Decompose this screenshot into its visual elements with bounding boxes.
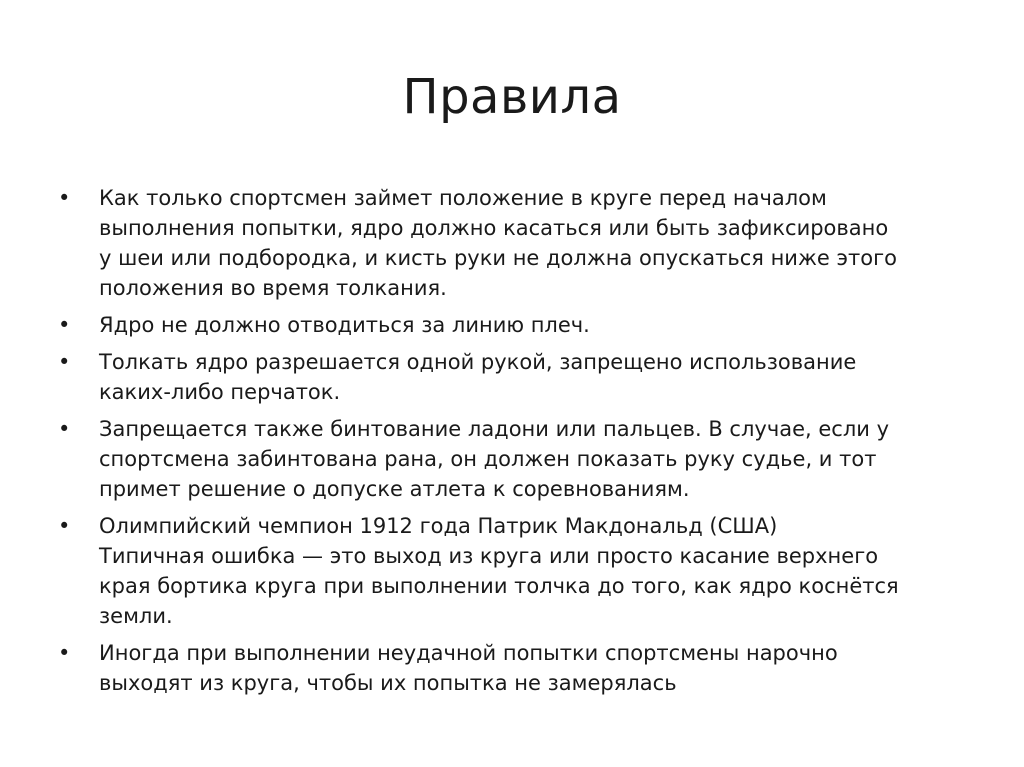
bullet-line: Как только спортсмен займет положение в круге перед началом — [99, 186, 827, 210]
slide-title: Правила — [402, 69, 622, 125]
bullet-line: Олимпийский чемпион 1912 года Патрик Макдональд (США) — [99, 514, 778, 538]
bullet-line: Толкать ядро разрешается одной рукой, запрещено использование — [99, 350, 857, 374]
bullet-line: Типичная ошибка — это выход из круга или просто касание верхнего — [99, 544, 879, 568]
bullet-line: у шеи или подбородка, и кисть руки не должна опускаться ниже этого — [99, 246, 897, 270]
bullet-text — [99, 310, 978, 340]
bullet-list — [58, 183, 978, 705]
bullet-text — [99, 183, 978, 303]
bullet-dot-icon: • — [58, 186, 71, 210]
bullet-text — [99, 511, 978, 631]
bullet-item — [58, 183, 978, 303]
bullet-line: выходят из круга, чтобы их попытка не замерялась — [99, 671, 677, 695]
bullet-text — [99, 347, 978, 407]
bullet-dot-icon: • — [58, 641, 71, 665]
bullet-line: Иногда при выполнении неудачной попытки спортсмены нарочно — [99, 641, 838, 665]
bullet-line: Запрещается также бинтование ладони или пальцев. В случае, если у — [99, 417, 890, 441]
bullet-line: спортсмена забинтована рана, он должен показать руку судье, и тот — [99, 447, 877, 471]
bullet-dot-icon: • — [58, 417, 71, 441]
bullet-text — [99, 414, 978, 504]
bullet-line: каких-либо перчаток. — [99, 380, 341, 404]
bullet-item — [58, 414, 978, 504]
bullet-dot-icon: • — [58, 313, 71, 337]
bullet-item — [58, 310, 978, 340]
bullet-line: края бортика круга при выполнении толчка до того, как ядро коснётся — [99, 574, 899, 598]
bullet-text — [99, 638, 978, 698]
bullet-line: положения во время толкания. — [99, 276, 447, 300]
bullet-line: Ядро не должно отводиться за линию плеч. — [99, 313, 590, 337]
bullet-dot-icon: • — [58, 514, 71, 538]
bullet-line: земли. — [99, 604, 173, 628]
bullet-line: примет решение о допуске атлета к соревнованиям. — [99, 477, 690, 501]
bullet-dot-icon: • — [58, 350, 71, 374]
bullet-item — [58, 511, 978, 631]
bullet-item — [58, 347, 978, 407]
bullet-item — [58, 638, 978, 698]
bullet-line: выполнения попытки, ядро должно касаться или быть зафиксировано — [99, 216, 889, 240]
